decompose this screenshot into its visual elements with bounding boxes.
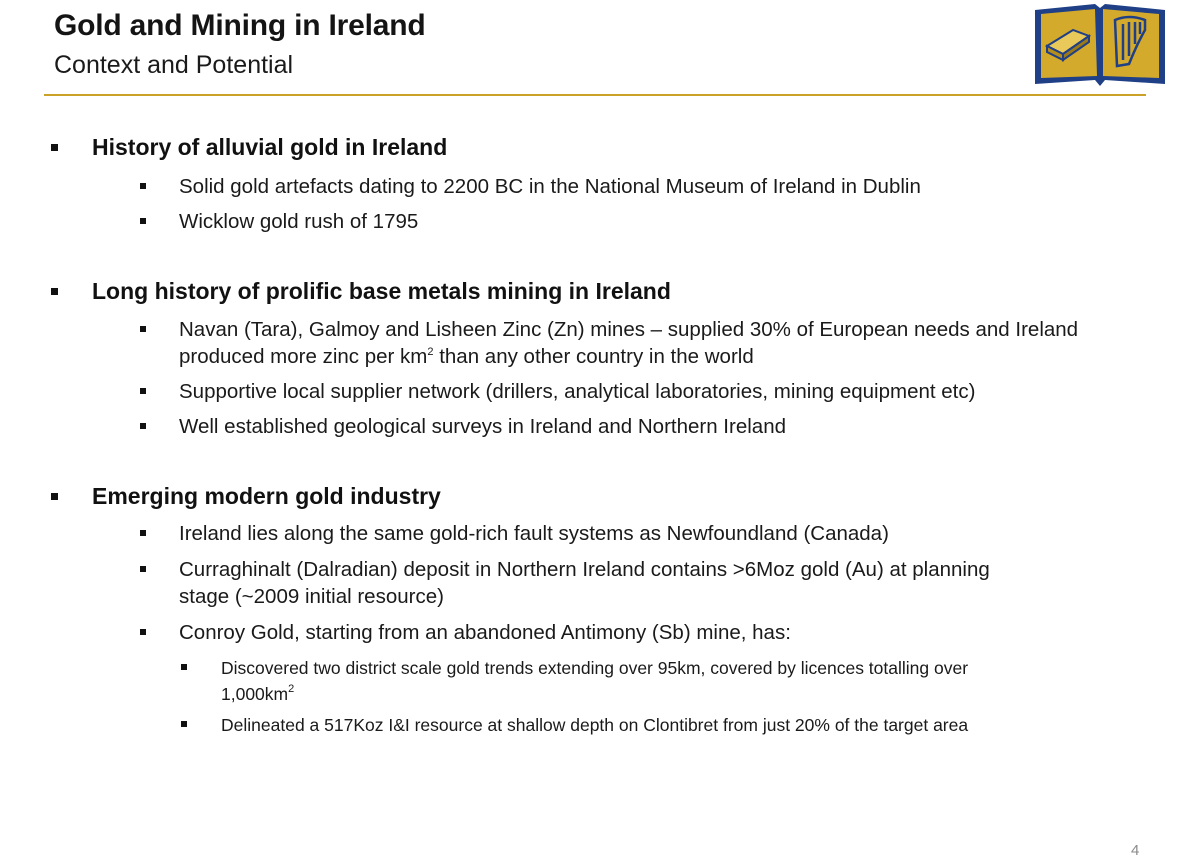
square-bullet-icon <box>140 183 146 189</box>
header-divider <box>44 94 1146 96</box>
section-heading: Emerging modern gold industry <box>92 483 441 509</box>
square-bullet-icon <box>181 664 187 670</box>
bullet-text: Conroy Gold, starting from an abandoned Antimony (Sb) mine, has: <box>179 621 791 644</box>
square-bullet-icon <box>51 493 58 500</box>
square-bullet-icon <box>51 288 58 295</box>
bullet-text: Delineated a 517Koz I&I resource at shallow depth on Clontibret from just 20% of the target area <box>221 715 969 735</box>
bullet-text: Well established geological surveys in Ireland and Northern Ireland <box>179 415 786 438</box>
page-subtitle: Context and Potential <box>54 51 294 79</box>
bullet-text: Wicklow gold rush of 1795 <box>179 210 419 233</box>
square-bullet-icon <box>140 423 146 429</box>
square-bullet-icon <box>181 721 187 727</box>
bullet-text: Supportive local supplier network (drillers, analytical laboratories, mining equipment etc) <box>179 380 976 403</box>
bullet-text-line: Curraghinalt (Dalradian) deposit in Northern Ireland contains >6Moz gold (Au) at planning <box>179 558 990 581</box>
square-bullet-icon <box>140 530 146 536</box>
superscript: 2 <box>288 683 295 695</box>
bullet-text <box>221 655 1081 707</box>
section-heading: History of alluvial gold in Ireland <box>92 134 448 160</box>
bullet-text-line: Discovered two district scale gold trends extending over 95km, covered by licences totalling over <box>221 658 969 678</box>
square-bullet-icon <box>140 388 146 394</box>
square-bullet-icon <box>140 326 146 332</box>
bullet-text: Ireland lies along the same gold-rich fault systems as Newfoundland (Canada) <box>179 522 889 545</box>
book-right-page <box>1103 9 1159 78</box>
page-number: 4 <box>1131 842 1140 859</box>
square-bullet-icon <box>140 629 146 635</box>
bullet-text-line: than any other country in the world <box>433 345 754 368</box>
section-heading: Long history of prolific base metals mining in Ireland <box>92 278 671 304</box>
bullet-text <box>179 316 1159 370</box>
bullet-text-line: produced more zinc per km <box>179 345 428 368</box>
bullet-text <box>179 556 1159 610</box>
bullet-text-line: Navan (Tara), Galmoy and Lisheen Zinc (Zn) mines – supplied 30% of European needs and Ireland <box>179 318 1079 341</box>
square-bullet-icon <box>140 566 146 572</box>
bullet-text-line: stage (~2009 initial resource) <box>179 585 444 608</box>
page-title: Gold and Mining in Ireland <box>54 9 426 42</box>
square-bullet-icon <box>140 218 146 224</box>
superscript: 2 <box>427 346 434 358</box>
book-icon <box>1033 0 1167 88</box>
bullet-text: Solid gold artefacts dating to 2200 BC in the National Museum of Ireland in Dublin <box>179 175 921 198</box>
square-bullet-icon <box>51 144 58 151</box>
bullet-text-line: 1,000km <box>221 684 289 704</box>
